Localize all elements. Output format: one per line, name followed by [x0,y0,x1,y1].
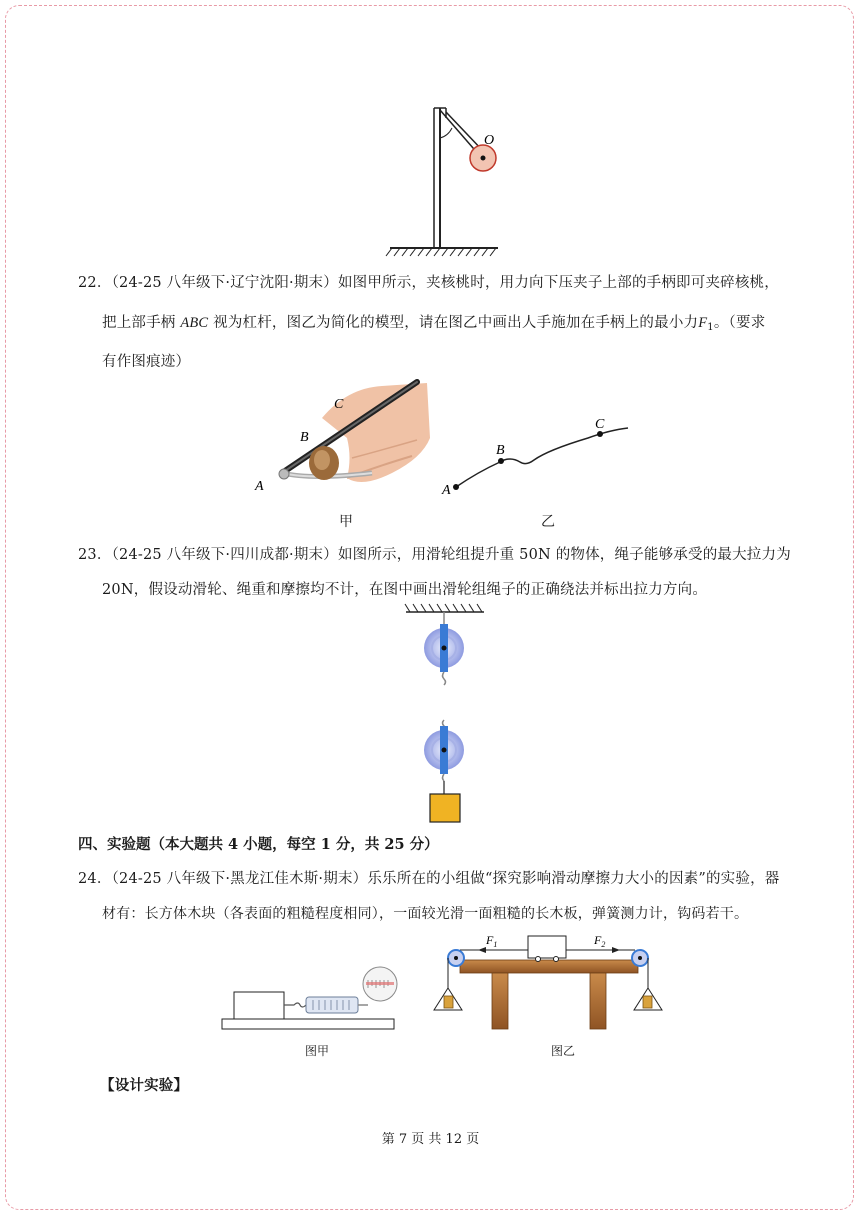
q24-figure-yi [430,928,670,1036]
design-experiment-heading: 【设计实验】 [100,1077,189,1094]
q22-force-sub: 1 [707,322,714,333]
q23-number: 23． [78,547,112,563]
q24-figure-jia [218,962,400,1034]
force-f2-label: $F_2$ [594,933,606,949]
q22-line-1 [78,271,779,292]
caption-yi: 乙 [541,514,555,530]
q22-line1-text: 如图甲所示，夹核桃时，用力向下压夹子上部的手柄即可夹碎核桃， [337,275,779,291]
q22-line2-pre: 把上部手柄 [102,315,176,331]
photo-label-b: B [300,430,309,445]
force-f1-label: $F_1$ [486,933,498,949]
model-label-a: A [442,483,451,498]
q23-line-1 [78,543,791,564]
q22-source: （24-25 八年级下·辽宁沈阳·期末） [111,275,338,291]
photo-label-a: A [255,479,264,494]
q24-line1-text: 乐乐所在的小组做“探究影响滑动摩擦力大小的因素”的实验，器 [367,871,780,887]
q21-stand-figure [380,98,520,258]
q23-source: （24-25 八年级下·四川成都·期末） [111,547,338,563]
model-label-c: C [595,417,605,432]
q22-line-3: 有作图痕迹） [102,354,191,370]
q24-source: （24-25 八年级下·黑龙江佳木斯·期末） [111,871,368,887]
q22-line2-post: 。（要求 [713,315,766,331]
q22-abc: ABC [180,315,209,331]
point-o-label: O [484,133,495,148]
model-label-b: B [496,443,505,458]
q24-line-2: 材有：长方体木块（各表面的粗糙程度相同），一面较光滑一面粗糙的长木板，弹簧测力计，钩码若干。 [102,906,749,922]
caption-figure-yi: 图乙 [551,1044,576,1058]
q23-pulley-figure [396,600,496,828]
q24-number: 24． [78,871,112,887]
q22-force-f: F [698,315,708,331]
photo-label-c: C [334,397,344,412]
caption-figure-jia: 图甲 [305,1044,330,1058]
q22-line-2 [102,311,765,333]
q23-line-2: 20N，假设动滑轮、绳重和摩擦均不计，在图中画出滑轮组绳子的正确绕法并标出拉力方向。 [102,582,708,598]
section-4-title: 四、实验题（本大题共 4 小题，每空 1 分，共 25 分） [78,836,439,853]
q24-line-1 [78,867,779,888]
q22-lever-model [438,412,638,502]
page-footer: 第 7 页 共 12 页 [381,1132,480,1147]
q23-line1-text: 如图所示，用滑轮组提升重 50N 的物体，绳子能够承受的最大拉力为 [337,547,791,563]
q22-nutcracker-photo [252,378,432,498]
q22-number: 22． [78,275,112,291]
caption-jia: 甲 [339,514,353,530]
q22-line2-mid: 视为杠杆，图乙为简化的模型，请在图乙中画出人手施加在手柄上的最小力 [213,315,699,331]
